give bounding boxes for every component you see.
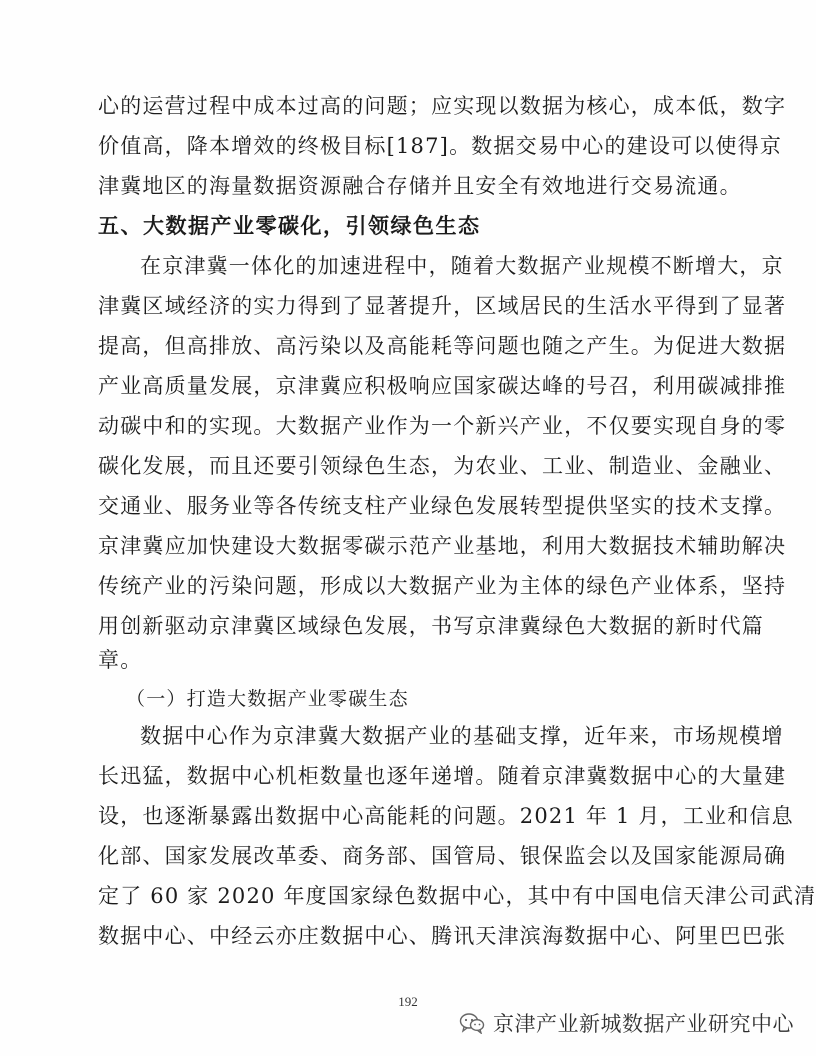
- paragraph-line: 设，也逐渐暴露出数据中心高能耗的问题。2021 年 1 月，工业和信息: [98, 804, 794, 828]
- paragraph-line: 长迅猛，数据中心机柜数量也逐年递增。随着京津冀数据中心的大量建: [98, 764, 787, 788]
- paragraph-line: 数据中心作为京津冀大数据产业的基础支撑，近年来，市场规模增: [140, 724, 784, 748]
- paragraph-line: 化部、国家发展改革委、商务部、国管局、银保监会以及国家能源局确: [98, 844, 787, 868]
- subsection-heading: （一）打造大数据产业零碳生态: [126, 688, 409, 710]
- paragraph-line: 提高，但高排放、高污染以及高能耗等问题也随之产生。为促进大数据: [98, 334, 787, 358]
- section-heading: 五、大数据产业零碳化，引领绿色生态: [98, 214, 481, 238]
- paragraph-line: 产业高质量发展，京津冀应积极响应国家碳达峰的号召，利用碳减排推: [98, 374, 787, 398]
- paragraph-line: 章。: [98, 648, 143, 672]
- paragraph-line: 京津冀应加快建设大数据零碳示范产业基地，利用大数据技术辅助解决: [98, 534, 787, 558]
- paragraph-line: 交通业、服务业等各传统支柱产业绿色发展转型提供坚实的技术支撑。: [98, 494, 787, 518]
- paragraph-line: 用创新驱动京津冀区域绿色发展，书写京津冀绿色大数据的新时代篇: [98, 614, 764, 638]
- page-number: 192: [398, 994, 418, 1009]
- watermark-text: 京津产业新城数据产业研究中心: [493, 1012, 794, 1036]
- paragraph-line: 价值高，降本增效的终极目标[187]。数据交易中心的建设可以使得京: [98, 134, 783, 158]
- paragraph-line: 心的运营过程中成本过高的问题；应实现以数据为核心，成本低，数字: [98, 94, 787, 118]
- paragraph-line: 津冀区域经济的实力得到了显著提升，区域居民的生活水平得到了显著: [98, 294, 787, 318]
- paragraph-line: 津冀地区的海量数据资源融合存储并且安全有效地进行交易流通。: [98, 174, 742, 198]
- account-watermark: [459, 1008, 794, 1038]
- paragraph-line: 数据中心、中经云亦庄数据中心、腾讯天津滨海数据中心、阿里巴巴张: [98, 924, 787, 948]
- paragraph-line: 传统产业的污染问题，形成以大数据产业为主体的绿色产业体系，坚持: [98, 574, 787, 598]
- wechat-icon: [459, 1012, 485, 1034]
- paragraph-line: 动碳中和的实现。大数据产业作为一个新兴产业，不仅要实现自身的零: [98, 414, 787, 438]
- paragraph-line: 碳化发展，而且还要引领绿色生态，为农业、工业、制造业、金融业、: [98, 454, 787, 478]
- paragraph-line: 定了 60 家 2020 年度国家绿色数据中心，其中有中国电信天津公司武清: [98, 884, 816, 908]
- paragraph-line: 在京津冀一体化的加速进程中，随着大数据产业规模不断增大，京: [140, 254, 784, 278]
